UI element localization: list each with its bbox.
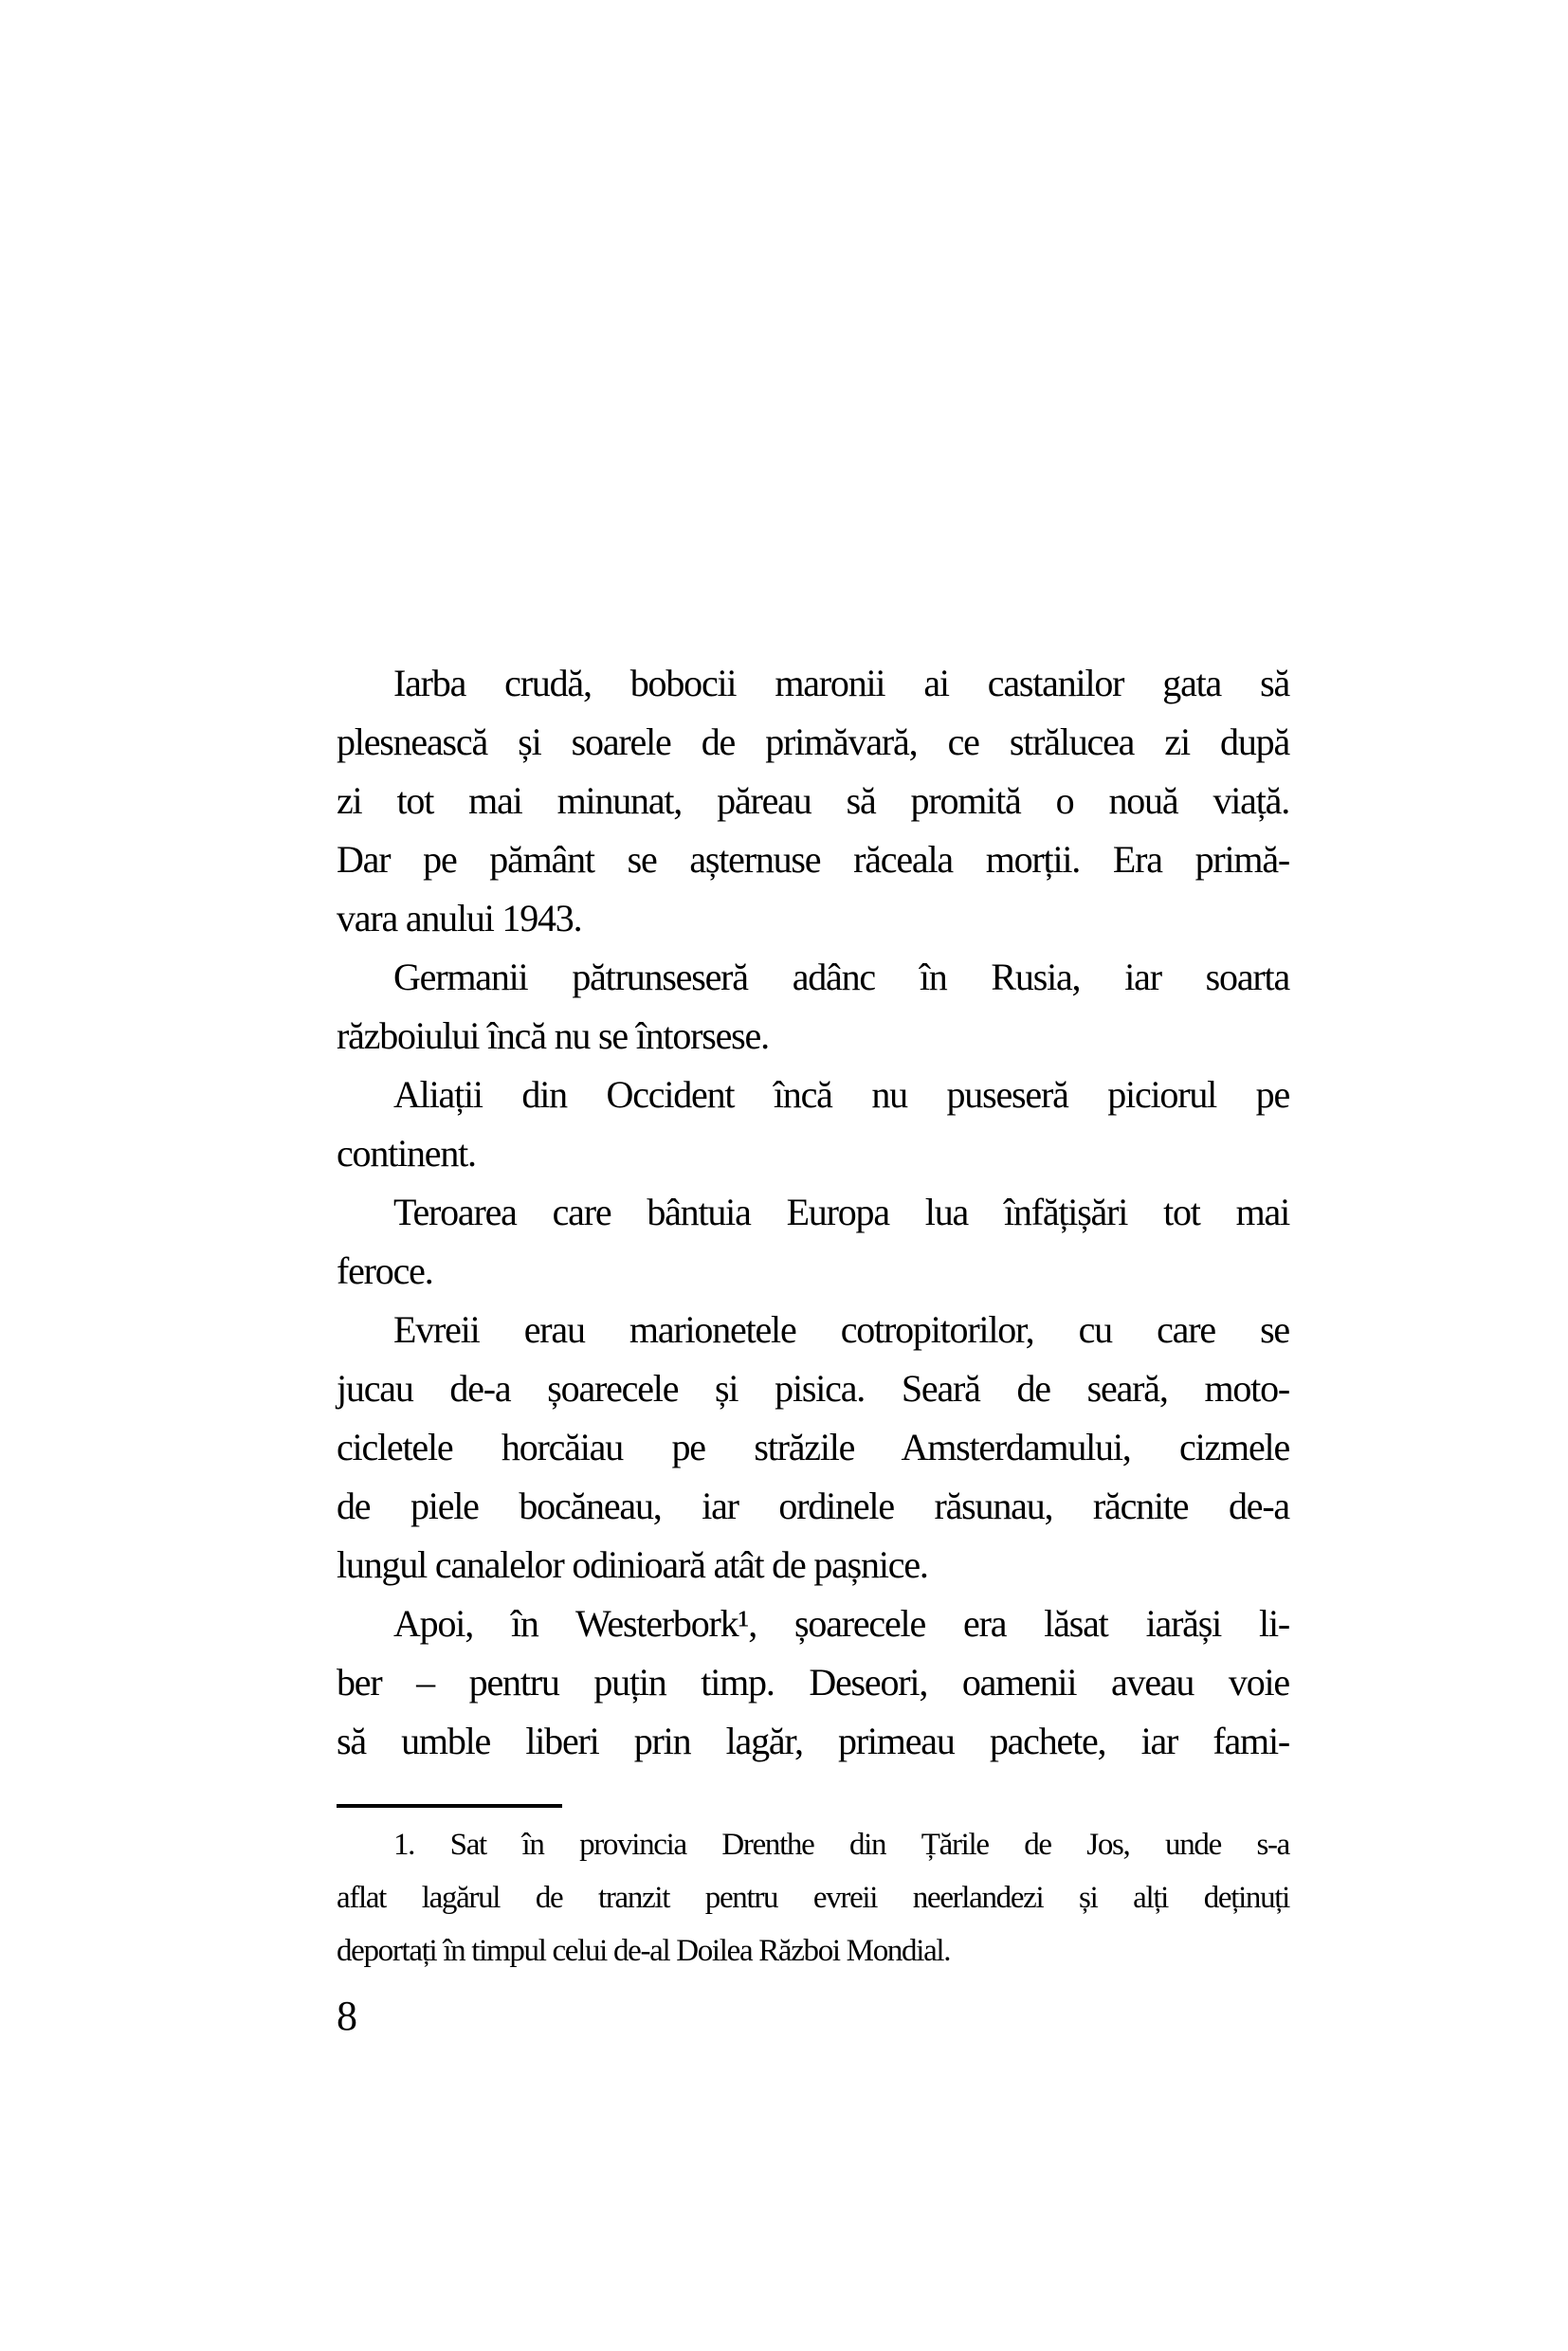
body-line: războiului încă nu se întorsese. [337, 1014, 769, 1057]
footnote-line: 1. Sat în provincia Drenthe din Țările de Jos, unde s-a [393, 1828, 1289, 1862]
footnote [337, 1818, 1289, 1977]
body-line: continent. [337, 1132, 476, 1175]
body-line: lungul canalelor odinioară atât de pașnice. [337, 1543, 928, 1586]
body-line: plesnească și soarele de primăvară, ce strălucea zi după [337, 720, 1289, 763]
body-line: Aliații din Occident încă nu puseseră piciorul pe [393, 1073, 1289, 1116]
footnote-line: aflat lagărul de tranzit pentru evreii neerlandezi și alți deținuți [337, 1881, 1289, 1915]
body-line: feroce. [337, 1249, 433, 1292]
body-line: zi tot mai minunat, păreau să promită o nouă viață. [337, 779, 1289, 822]
body-line: Teroarea care bântuia Europa lua înfățișări tot mai [393, 1191, 1289, 1233]
body-line: jucau de-a șoarecele și pisica. Seară de seară, moto- [337, 1367, 1289, 1410]
footnote-line: deportați în timpul celui de-al Doilea Război Mondial. [337, 1934, 951, 1968]
body-line: Apoi, în Westerbork¹, șoarecele era lăsat iarăși li- [393, 1602, 1289, 1645]
body-line: Iarba crudă, bobocii maronii ai castanilor gata să [393, 662, 1289, 704]
body-line: Germanii pătrunseseră adânc în Rusia, iar soarta [393, 956, 1289, 998]
body-line: Evreii erau marionetele cotropitorilor, cu care se [393, 1308, 1289, 1351]
page-number: 8 [337, 1993, 357, 2039]
body-line: Dar pe pământ se așternuse răceala morții. Era primă- [337, 838, 1289, 881]
body-line: cicletele horcăiau pe străzile Amsterdamului, cizmele [337, 1426, 1289, 1468]
body-line: să umble liberi prin lagăr, primeau pachete, iar fami- [337, 1720, 1289, 1762]
footnote-separator [337, 1804, 562, 1808]
body-line: vara anului 1943. [337, 897, 582, 939]
body-line: de piele bocăneau, iar ordinele răsunau, răcnite de-a [337, 1485, 1289, 1527]
body-line: ber – pentru puțin timp. Deseori, oamenii aveau voie [337, 1661, 1289, 1704]
body-text [337, 654, 1289, 1771]
